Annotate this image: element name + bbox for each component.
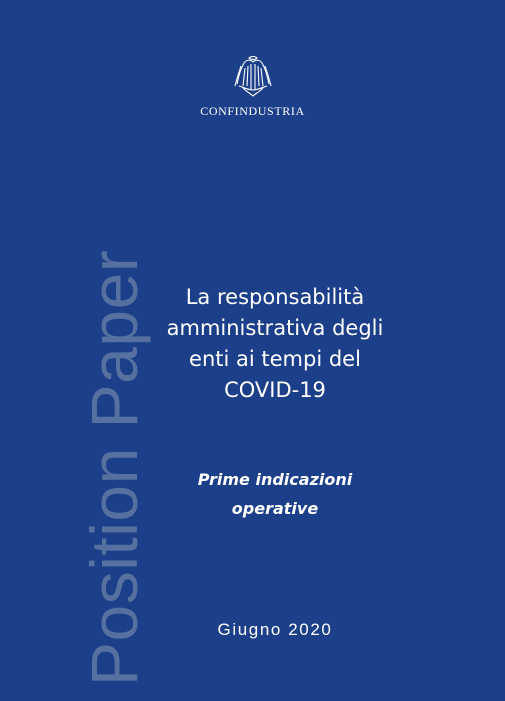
publication-date: Giugno 2020	[217, 620, 333, 639]
subtitle-line: operative	[231, 499, 319, 518]
logo-text: CONFINDUSTRIA	[200, 104, 305, 118]
side-label: Position Paper	[77, 249, 151, 686]
title-line: enti ai tempi del	[189, 347, 361, 371]
confindustria-eagle-icon	[231, 56, 275, 98]
title-line: COVID-19	[224, 378, 326, 402]
subtitle-line: Prime indicazioni	[197, 470, 353, 489]
title-line: La responsabilità	[185, 285, 365, 309]
document-subtitle	[150, 465, 400, 523]
title-line: amministrativa degli	[166, 316, 384, 340]
logo	[0, 56, 505, 119]
document-title	[130, 282, 420, 406]
